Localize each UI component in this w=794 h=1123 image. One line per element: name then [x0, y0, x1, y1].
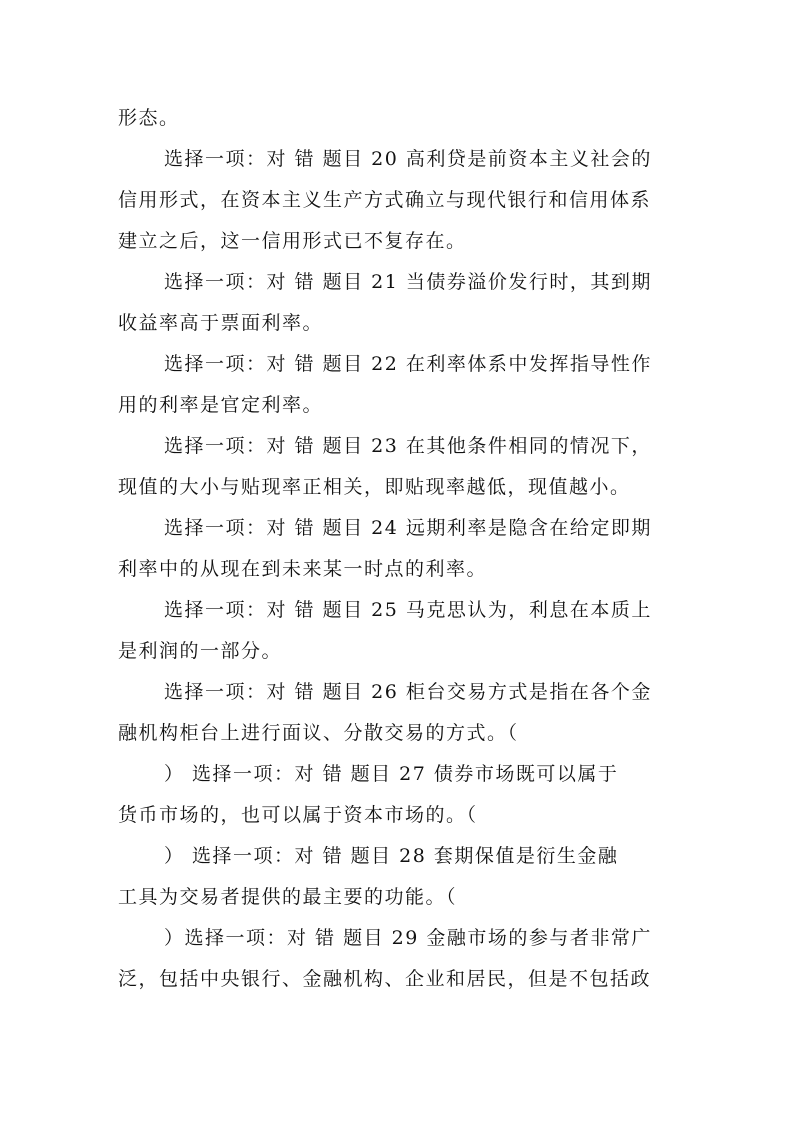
text-line: 选择一项：对 错 题目 20 高利贷是前资本主义社会的 [164, 148, 652, 170]
text-line: 选择一项：对 错 题目 23 在其他条件相同的情况下， [164, 435, 652, 457]
text-line: 选择一项：对 错 题目 22 在利率体系中发挥指导性作 [164, 353, 652, 375]
text-line: 融机构柜台上进行面议、分散交易的方式。（ [118, 722, 519, 744]
text-line: ） 选择一项：对 错 题目 28 套期保值是衍生金融 [164, 845, 619, 867]
text-line: 选择一项：对 错 题目 24 远期利率是隐含在给定即期 [164, 517, 652, 539]
text-line: 选择一项：对 错 题目 26 柜台交易方式是指在各个金 [164, 681, 652, 703]
text-line: ）选择一项：对 错 题目 29 金融市场的参与者非常广 [164, 927, 652, 949]
text-line: 形态。 [118, 107, 180, 129]
text-line: 工具为交易者提供的最主要的功能。（ [118, 886, 458, 908]
text-line: 货币市场的，也可以属于资本市场的。（ [118, 804, 478, 826]
document-body [118, 98, 678, 1000]
text-line: ） 选择一项：对 错 题目 27 债券市场既可以属于 [164, 763, 619, 785]
text-line: 利率中的从现在到未来某一时点的利率。 [118, 558, 488, 580]
text-line: 现值的大小与贴现率正相关，即贴现率越低，现值越小。 [118, 476, 631, 498]
text-line: 选择一项：对 错 题目 21 当债券溢价发行时，其到期 [164, 271, 652, 293]
text-line: 信用形式，在资本主义生产方式确立与现代银行和信用体系 [118, 189, 652, 211]
text-line: 选择一项：对 错 题目 25 马克思认为，利息在本质上 [164, 599, 652, 621]
text-line: 用的利率是官定利率。 [118, 394, 324, 416]
text-line: 泛，包括中央银行、金融机构、企业和居民，但是不包括政 [118, 968, 652, 990]
text-line: 是利润的一部分。 [118, 640, 283, 662]
text-line: 收益率高于票面利率。 [118, 312, 324, 334]
text-line: 建立之后，这一信用形式已不复存在。 [118, 230, 467, 252]
